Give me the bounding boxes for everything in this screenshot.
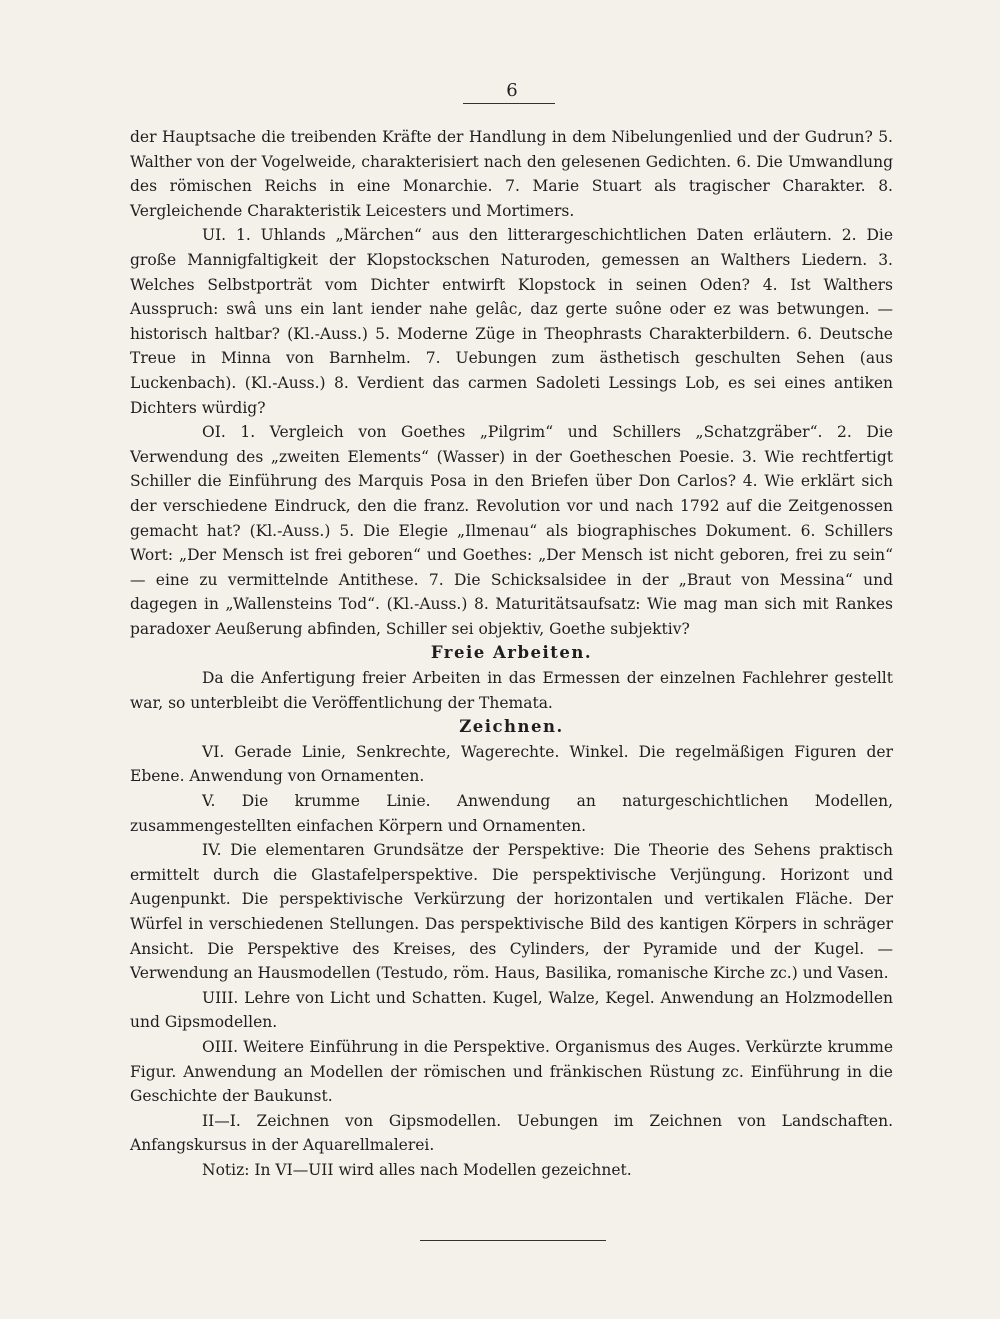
heading-zeichnen: Zeichnen. (459, 717, 564, 737)
paragraph-oi-topics: OI. 1. Vergleich von Goethes „Pilgrim“ und Schillers „Schatzgräber“. 2. Die Verwendung des „zweiten Elements“ (Wasser) in der Goetheschen Poesie. 3. Wie rechtfertigt Schiller die Einführung des Marquis Posa in den Briefen über Don Carlos? 4. Wie erklärt sich der verschiedene Eindruck, den die franz. Revolution vor und nach 1792 auf die Zeitgenossen gemacht hat? (Kl.-Auss.) 5. Die Elegie „Ilmenau“ als biographisches Dokument. 6. Schillers Wort: „Der Mensch ist frei geboren“ und Goethes: „Der Mensch ist nicht geboren, frei zu sein“ — eine zu vermittelnde Antithese. 7. Die Schicksalsidee in der „Braut von Messina“ und dagegen in „Wallensteins Tod“. (Kl.-Auss.) 8. Maturitätsaufsatz: Wie mag man sich mit Rankes paradoxer Aeußerung abfinden, Schiller sei objektiv, Goethe subjektiv? (130, 423, 893, 638)
paragraph-notiz: Notiz: In VI—UII wird alles nach Modellen gezeichnet. (202, 1160, 632, 1179)
bottom-rule (420, 1240, 606, 1241)
paragraph-v: V. Die krumme Linie. Anwendung an naturgeschichtlichen Modellen, zusammengestellten einfachen Körpern und Ornamenten. (130, 792, 893, 835)
paragraph-oiii: OIII. Weitere Einführung in die Perspektive. Organismus des Auges. Verkürzte krumme Figur. Anwendung an Modellen der römischen und fränkischen Rüstung zc. Einführung in die Geschichte der Baukunst. (130, 1037, 893, 1106)
page-number: 6 (506, 80, 518, 101)
page-number-rule (463, 103, 555, 104)
heading-freie-arbeiten: Freie Arbeiten. (430, 643, 593, 663)
page-body (130, 125, 893, 1183)
paragraph-uiii: UIII. Lehre von Licht und Schatten. Kugel, Walze, Kegel. Anwendung an Holzmodellen und Gipsmodellen. (130, 988, 893, 1032)
paragraph-iv: IV. Die elementaren Grundsätze der Perspektive: Die Theorie des Sehens praktisch ermittelt durch die Glastafelperspektive. Die perspektivische Verjüngung. Horizont und Augenpunkt. Die perspektivische Verkürzung der horizontalen und vertikalen Fläche. Der Würfel in verschiedenen Stellungen. Das perspektivische Bild des kantigen Körpers in schräger Ansicht. Die Perspektive des Kreises, des Cylinders, der Pyramide und der Kugel. — Verwendung an Hausmodellen (Testudo, röm. Haus, Basilika, romanische Kirche zc.) und Vasen. (130, 841, 893, 983)
paragraph-ii-i: II—I. Zeichnen von Gipsmodellen. Uebungen im Zeichnen von Landschaften. Anfangskursus in der Aquarellmalerei. (130, 1111, 893, 1155)
paragraph-continuation: der Hauptsache die treibenden Kräfte der Handlung in dem Nibelungenlied und der Gudrun? 5. Walther von der Vogelweide, charakterisiert nach den gelesenen Gedichten. 6. Die Umwandlung des römischen Reichs in eine Monarchie. 7. Marie Stuart als tragischer Charakter. 8. Vergleichende Charakteristik Leicesters und Mortimers. (130, 128, 893, 220)
paragraph-freie-arbeiten: Da die Anfertigung freier Arbeiten in das Ermessen der einzelnen Fachlehrer gestellt war, so unterbleibt die Veröffentlichung der Themata. (130, 669, 893, 712)
paragraph-ui-topics: UI. 1. Uhlands „Märchen“ aus den litterargeschichtlichen Daten erläutern. 2. Die große Mannigfaltigkeit der Klopstockschen Naturoden, gemessen an Walthers Liedern. 3. Welches Selbstporträt vom Dichter entwirft Klopstock in seinen Oden? 4. Ist Walthers Ausspruch: swâ uns ein lant iender nahe gelâc, daz gerte suône oder ez was betwungen. — historisch haltbar? (Kl.-Auss.) 5. Moderne Züge in Theophrasts Charakterbildern. 6. Deutsche Treue in Minna von Barnhelm. 7. Uebungen zum ästhetisch geschulten Sehen (aus Luckenbach). (Kl.-Auss.) 8. Verdient das carmen Sadoleti Lessings Lob, es sei eines antiken Dichters würdig? (130, 226, 893, 417)
paragraph-vi: VI. Gerade Linie, Senkrechte, Wagerechte. Winkel. Die regelmäßigen Figuren der Ebene. Anwendung von Ornamenten. (130, 742, 893, 786)
